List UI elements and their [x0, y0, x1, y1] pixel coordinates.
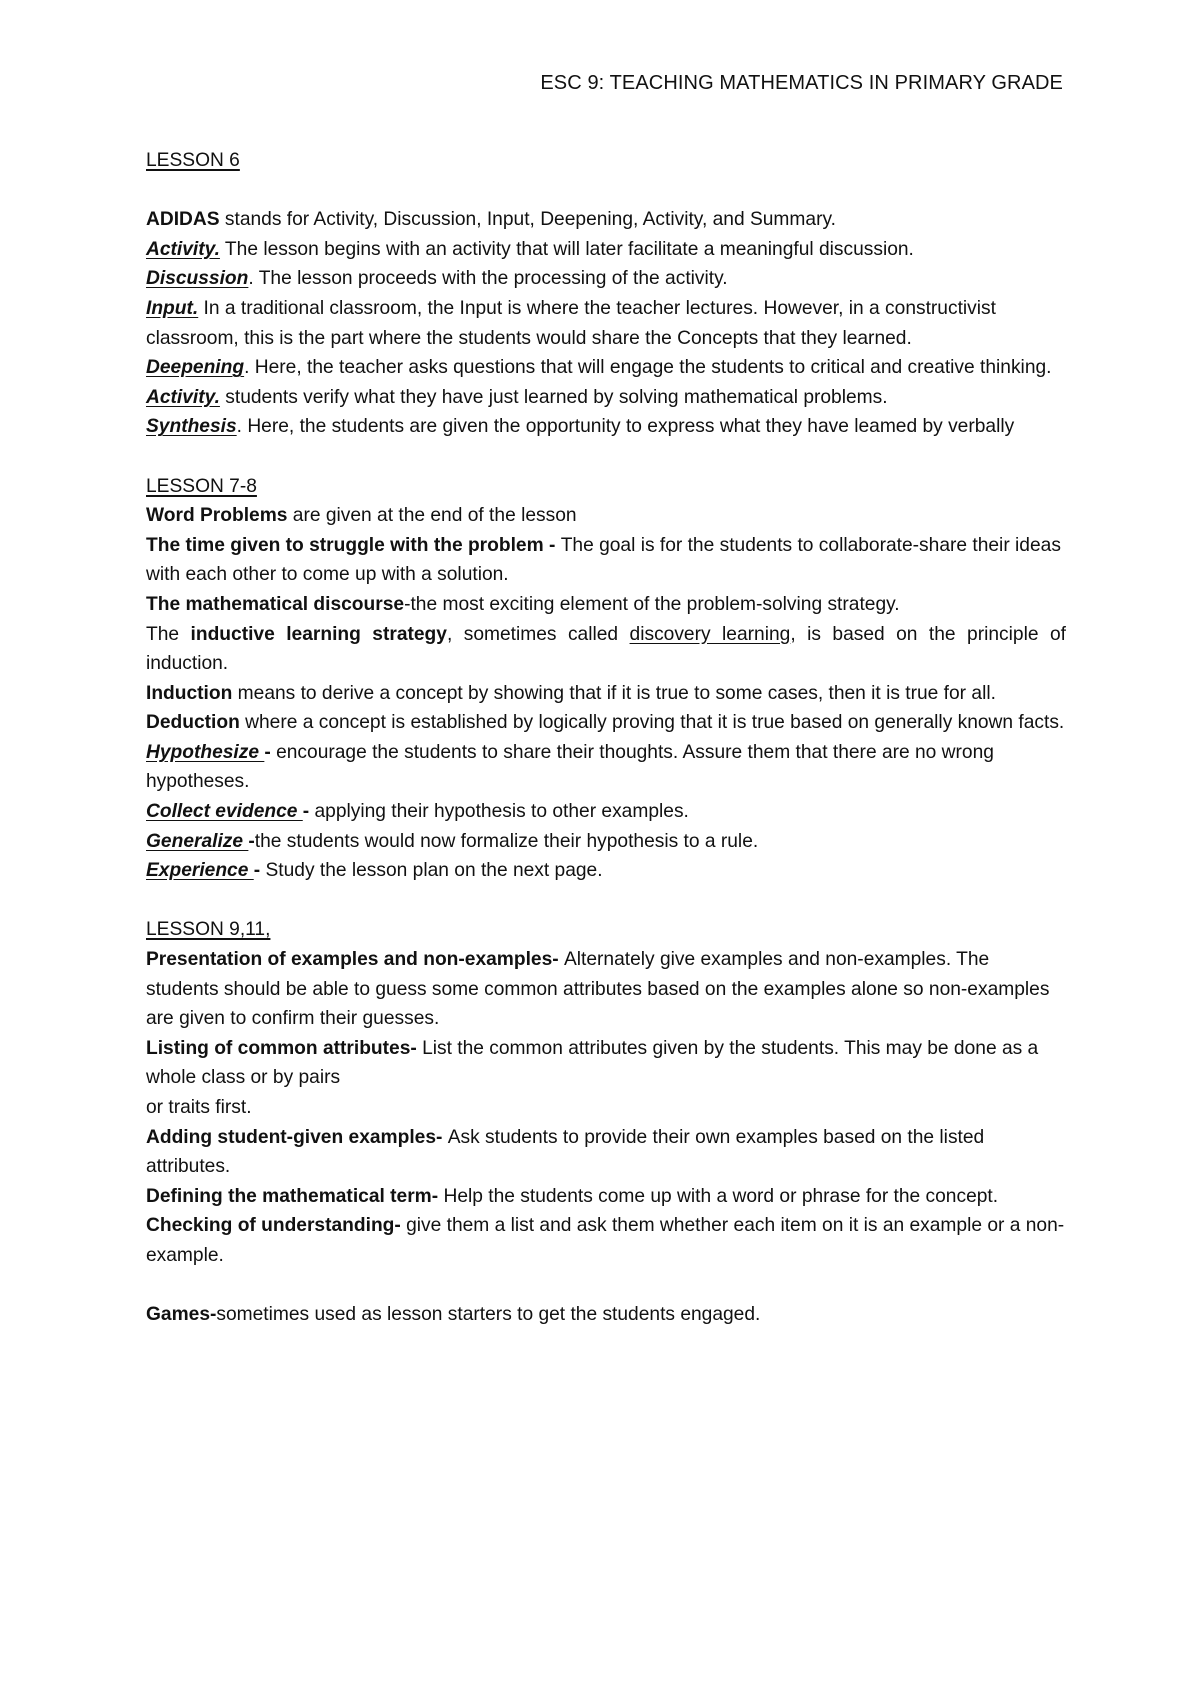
discourse-term: The mathematical discourse	[146, 593, 405, 615]
struggle-time-text: The goal is for the students to collaborate-share their ideas with each other to come up with a solution.	[146, 534, 1061, 586]
word-problems-text: are given at the end of the lesson	[287, 505, 577, 527]
inductive-mid: , sometimes called	[446, 623, 630, 645]
lesson-9-11-title: LESSON 9,11,	[146, 919, 271, 941]
inductive-post: , is based on the principle of induction.	[146, 623, 1066, 675]
inductive-step-text: Study the lesson plan on the next page.	[265, 860, 603, 882]
lesson-6-item	[146, 412, 1066, 442]
induction-text: means to derive a concept by showing that if it is true to some cases, then it is true for all.	[232, 682, 996, 704]
inductive-step	[146, 827, 1066, 857]
inductive-step-term: Generalize	[146, 830, 249, 852]
discourse-text: -the most exciting element of the problem-solving strategy.	[404, 593, 900, 615]
lesson-6-item	[146, 353, 1066, 383]
lesson-9-11-item-text: Help the students come up with a word or phrase for the concept.	[443, 1185, 999, 1207]
lesson-9-11-item-term: Presentation of examples and non-examples-	[146, 949, 564, 971]
adidas-definition	[146, 205, 1066, 235]
lesson-6-item-text: . Here, the students are given the opportunity to express what they have leamed by verbally	[236, 416, 1015, 438]
document-body	[146, 146, 1066, 1330]
lesson-6-item-text: students verify what they have just learned by solving mathematical problems.	[219, 386, 888, 408]
lesson-9-11-item-text: List the common attributes given by the students. This may be done as a whole class or by pairs	[146, 1037, 1039, 1089]
lesson-7-8-title: LESSON 7-8	[146, 475, 257, 497]
inductive-step-dash: -	[264, 741, 277, 763]
inductive-pre: The	[146, 623, 191, 645]
lesson-9-11-item-term: Listing of common attributes-	[146, 1037, 423, 1059]
inductive-step-term: Experience	[146, 860, 254, 882]
lesson-9-11-item-term: Adding student-given examples-	[146, 1126, 448, 1148]
lesson-6-item-text: . The lesson proceeds with the processing of the activity.	[248, 268, 728, 290]
inductive-step-text: encourage the students to share their thoughts. Assure them that there are no wrong hypotheses.	[146, 741, 994, 793]
struggle-time-term: The time given to struggle with the problem -	[146, 534, 561, 556]
discourse-paragraph	[146, 590, 1066, 620]
lesson-9-11-item-text: or traits first.	[146, 1097, 252, 1118]
inductive-step	[146, 797, 1066, 827]
inductive-step	[146, 856, 1066, 886]
lesson-9-11-item-term: Defining the mathematical term-	[146, 1185, 444, 1207]
word-problems-term: Word Problems	[146, 505, 288, 527]
lesson-6-item-text: In a traditional classroom, the Input is where the teacher lectures. However, in a constructivist classroom, this is the part where the students would share the Concepts that they learned.	[146, 297, 996, 349]
adidas-text: stands for Activity, Discussion, Input, Deepening, Activity, and Summary.	[219, 209, 836, 231]
inductive-step-text: the students would now formalize their hypothesis to a rule.	[254, 830, 759, 852]
games-text: sometimes used as lesson starters to get the students engaged.	[216, 1304, 761, 1326]
inductive-step-term: Hypothesize	[146, 741, 265, 763]
lesson-9-11-item	[146, 945, 1066, 1034]
inductive-strategy-paragraph	[146, 620, 1066, 679]
lesson-9-11-item	[146, 1182, 1066, 1212]
induction-term: Induction	[146, 682, 233, 704]
induction-paragraph	[146, 679, 1066, 709]
struggle-time-paragraph	[146, 531, 1066, 590]
inductive-step-dash: -	[302, 801, 315, 823]
lesson-9-11-item	[146, 1034, 1066, 1093]
games-term: Games-	[146, 1304, 217, 1326]
lesson-9-11-item-term: Checking of understanding-	[146, 1215, 407, 1237]
deduction-term: Deduction	[146, 712, 240, 734]
lesson-6-item	[146, 264, 1066, 294]
lesson-6-item-term: Activity.	[146, 238, 220, 260]
inductive-step-text: applying their hypothesis to other examples.	[314, 801, 689, 823]
word-problems-paragraph	[146, 501, 1066, 531]
lesson-6-item	[146, 383, 1066, 413]
adidas-term: ADIDAS	[146, 209, 220, 231]
discovery-learning-link: discovery learning	[629, 623, 791, 645]
lesson-6-item-term: Discussion	[146, 268, 249, 290]
lesson-6-item-text: The lesson begins with an activity that will later facilitate a meaningful discussion.	[219, 238, 914, 260]
lesson-9-11-item-text: Ask students to provide their own examples based on the listed attributes.	[146, 1126, 985, 1178]
lesson-9-11-item	[146, 1123, 1066, 1182]
lesson-6-item-text: . Here, the teacher asks questions that will engage the students to critical and creative thinking.	[244, 357, 1052, 379]
lesson-6-item-term: Input.	[146, 297, 199, 319]
inductive-step-dash: -	[253, 860, 266, 882]
lesson-6-item	[146, 294, 1066, 353]
inductive-step	[146, 738, 1066, 797]
lesson-9-11-item-text: give them a list and ask them whether each item on it is an example or a non-example.	[146, 1215, 1065, 1266]
inductive-step-dash: -	[248, 830, 255, 852]
games-paragraph	[146, 1300, 1066, 1330]
lesson-6-item-term: Synthesis	[146, 416, 237, 438]
lesson-9-11-item-text: Alternately give examples and non-examples. The students should be able to guess some common attributes based on the examples alone so non-examples are given to confirm their guesses.	[146, 949, 1050, 1030]
inductive-step-term: Collect evidence	[146, 801, 303, 823]
lesson-6-item-term: Activity.	[146, 386, 220, 408]
lesson-9-11-item	[146, 1093, 1066, 1123]
page-header: ESC 9: TEACHING MATHEMATICS IN PRIMARY GRADE	[540, 72, 1063, 94]
deduction-text: where a concept is established by logically proving that it is true based on generally known facts.	[239, 712, 1065, 734]
inductive-term: inductive learning strategy	[190, 623, 447, 645]
lesson-6-item-term: Deepening	[146, 357, 245, 379]
lesson-6-item	[146, 235, 1066, 265]
lesson-9-11-item	[146, 1211, 1066, 1270]
deduction-paragraph	[146, 708, 1066, 738]
lesson-6-title: LESSON 6	[146, 150, 240, 171]
